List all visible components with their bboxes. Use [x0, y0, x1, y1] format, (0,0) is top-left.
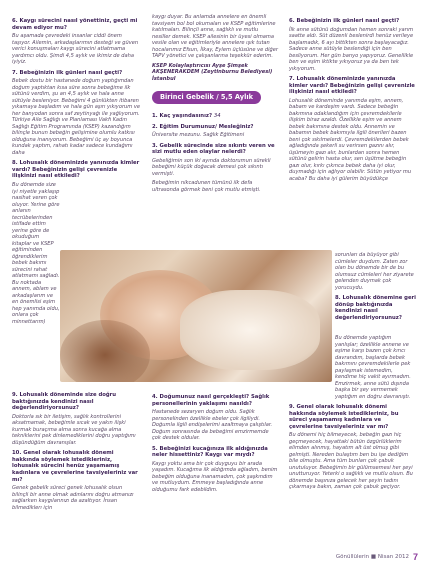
- column-3-bottom: [289, 335, 415, 494]
- question-5-heading: 5. Bebeğinizi kucağınıza ilk aldığınızda neler hissettiniz? Kaygı var mıydı?: [152, 445, 268, 459]
- question-8-heading: 8. Lohusalık döneminizde yanınızda kimler vardı? Bebeğinizin gelişi çevrenizle ilişkinizi nasıl etkiledi?: [12, 160, 140, 180]
- question-6-heading: 6. Bebeğinizin ilk günleri nasıl geçti?: [289, 18, 400, 24]
- question-2-heading: 2. Eğitim Durumunuz/ Mesleğiniz?: [152, 123, 254, 130]
- answer-7b-text: sorunları da büyüyor gibi cümleler duydum. Zaten zor olan bu dönemde bir de bu olumsuz cümleleri her ziyarete gelenden duymak çok yorucuydu.: [335, 252, 414, 291]
- question-9-heading: 9. Lohusalık döneminde size doğru baktığınızda kendinizi nasıl değerlendiriyorsunuz?: [12, 392, 117, 412]
- column-3-middle: [335, 252, 417, 323]
- answer-10-text: Genek gebelik süreci genek lohusalık olsun bilinçli bir anne olmak adınlarını doğru atmanızı sağlarken kaygılarınızı da azaltıyor. İnsan bilmediklerı için: [12, 485, 134, 511]
- answer-8-text: Bu dönemde size iyi niyetle yaklaşıp nasihat veren çok oluyor. Yerine göre anlanın tecrübelerinden istifade ettim yerine göre de okuduğum kitaplar ve KSEP eğitiminden öğrendiklerim bebek bakımı sürecini rahat atlatmamı sağladı. Bu noktada annem, ablam ve arkadaşlarım ve en önemlisi eşim hep yanımda oldu, onlara çok minnettarım): [12, 182, 60, 325]
- question-1-label: 1. Kaç yaşındasınız?: [152, 113, 213, 119]
- question-10-heading: 10. Genel olarak lohusalık dönemi hakkında söylemek istedikleriniz, lohusalık sürecini henüz yaşamamış kadınlara ve çevrelerine tavsiyeleriniz var mı?: [12, 450, 138, 483]
- question-7-heading: 7. Lohusalık döneminizde yanınızda kimler vardı? Bebeğinizin gelişi çevrenizle ilişkinizi nasıl etkiledi?: [289, 76, 415, 96]
- answer-9-text: Bu dönemi hiç bilmeyecek, bebeğin gazı hiç geçmeyecek, hayattaki bütün özgürlüklerim elimden alınmış, hayatım alt üst olmuş gibi gelmişti. Nereden bulaştım ben bu işe dediğim bile olmuştu. Ama tüm bunları çok çabuk unutuluyor. Bebeğimin bir gülümsemesi her şeyi unutturuyor. Yeterki o sağlıklı ve mutlu olsun. Bu dönemde başınıza gelecek her şeyin tadını çıkarmaya bakın, zaman çok çabuk geçiyor.: [289, 432, 413, 491]
- column-1-lower: [12, 388, 140, 514]
- photo-shadow-region: [60, 320, 150, 382]
- footer-label: Gönüllülerin ■ Nisan 2012: [335, 554, 409, 560]
- question-6-heading: 6. Kaygı sürecini nasıl yönettiniz, geçti mi devam ediyor mu?: [12, 18, 138, 31]
- column-3: [289, 14, 415, 185]
- answer-6-text: Bu aşamada çevredeki insanlar ciddi önem taşıyor. Ailemin, arkadaşlarımın desteği ve güven verici konuşmaları kaygı sürecini atlatmama yardımcı oldu. Şimdi 4,5 aylık ve ikimiz de daha iyiyiz.: [12, 33, 139, 66]
- author-credit: KSEP Kolaylaştırıcısı Ayşe Şimşek AKŞENERAKDEM (Zeytinburnu Belediyesi) İstanbul: [152, 62, 273, 82]
- page-number: 7: [412, 552, 418, 562]
- answer-3b-text: Bebeğimin nikcadunen tümünü ilk defa ultrasonda görmek beni çok mutlu etmişti.: [152, 180, 261, 193]
- question-9-heading: 9. Genel olarak lohusalık dönemi hakkında söylemek istedikleriniz, bu süreci yaşamamış kadınlara ve çevrelerine tavsiyeleriniz var mı?: [289, 404, 399, 430]
- answer-continued-text: kaygı duyar. Bu anlamda annelere en önemli tavsiyem bol bol okumaları ve KSEP eğitimlerine katılmaları. Bilinçli anne, sağlıklı ve mutlu nesiller demek. KSEP ailesinin bir üyesi olmama vesile olan ve eğitimleriyle annelere ışık tutan hocalarımız Efsun, İlkay, Eylem üçlüsüne ve diğer TAPV yönetici ve çalışanlarına teşekkür ederim.: [152, 14, 278, 59]
- question-1-heading: [152, 113, 278, 120]
- answer-2-text: Üniversite mezunu. Sağlık Eğitimeni: [152, 132, 245, 139]
- answer-4-text: Hastanede sezaryen doğum oldu. Sağlık personelinden özellikle ebeler çok ilgiliydi. Doğumla ilgili endişelerimi azaltmaya çalıştılar. Doğum sonrasında da bebeğimi emzirmemde çok destek oldular.: [152, 409, 273, 442]
- column-2-lower: [152, 390, 278, 496]
- answer-7-text: Bebek dostu bir hastanede doğum yaptığımdan doğum yaptıktan kısa süre sonra bebeğime ilk sütünü verdim, şu an 4,5 aylık ve hala anne sütüyle besleniyor. Bebeğimi 4 günlükten itibaren yıkamaya başladım ve hala gün aşırı yıkıyorum ve her banyodan sonra saf zeytinyağı ile yağlıyorum. Türkiye Aile Sağlığı ve Planlaması Vakfı Kadın Sağlığı Eğitim Programında (KSEP) kazandığım bilinçle bunun bebeğin gelişimine olumlu katkısı olduğuna inanıyorum. Bebeğimi üç ay boyunca kundak yaptım, rahatı kadar sadece kundağımı daha: [12, 78, 140, 156]
- answer-5-text: Kaygı yoktu ama bir çok duyguyu bir arada yaşadım. Kucağıma ilk aldığımda ağladım, benim bebeğim olduğuna inanamadım, çok şaşkındım ve mutluydum. Emmeye başladığında anne olduğumu fark edebildim.: [152, 460, 278, 493]
- question-8-heading: 8. Lohusalık dönemine geri dönüp baktığınızda kendinizi nasıl değerlendiriyorsunuz?: [335, 295, 416, 321]
- answer-9-text: Doktorla sık bir iletişim, sağlık kontrollerini aksatmamak, bebeğimle sıcak ve yakın ilişki kurmak buraçıma alma sonra kucağa alma tekniklerini pek dinlemediklerini doğru yaptığımı düşündüğüm davranışlar.: [12, 413, 136, 446]
- answer-6-text: İlk anne sütünü doğumdan hemen sonraki yarım saatte aldı. Süt düzenli beslenirdi henüz verileye başlamadık, 6 ayı bittikten sonra başlayacağız. Sadece anne sütüyle beslendiği için ben besliyorum. Her gün banyo yapıyoruz. Genellikle ben ve eşim iktikte yıkıyoruz ya da ben tek yıkıyorum.: [289, 26, 414, 72]
- answer-7-text: Lohusalık döneminde yanımda eşim, annem, babam ve kardeşim vardı. Sadece bebeğin bakımına odaklandığım için çevremdekilerle ilişkim biraz azaldı. Özellikle eşim ve annem bebek bakımına destek oldu. Annemin ve babamın bebek bakımıyla ilgili önerileri bazen beni çok sıkılmelerdi. Çevremdekilerden bebek ağladığında şekerli su verirsen gazını alır, üşümeyin gazı alır, bunlardan sonra hemen sütünü gelirin hasta olur, sen üşütme bebeğin gazı olur, kırkı çıkınca bebek daha iyi olur, duymadığı için ağlıyor olabilir. Sütün yetiyor mu acaba? Bu daha iyi gülerim büyüdükçe: [289, 97, 412, 182]
- answer-3-text: Gebeliğimin son iki ayında doktorumun sürekli bebeğimi küçük doğacak demesi çok sıkıntı vermişti.: [152, 157, 271, 177]
- answer-1-text: 34: [213, 113, 221, 119]
- question-7-heading: 7. Bebeğinizin ilk günleri nasıl geçti?: [12, 69, 123, 76]
- column-2: [152, 14, 278, 196]
- page-footer: [336, 552, 418, 562]
- section-banner: Birinci Gebelik / 5,5 Aylık: [152, 91, 261, 104]
- answer-8-text: Bu dönemde yaptığım yanlışlar; özellikle annene ve eşime karşı bazen çok kırıcı davrandım, başlarda bebek bakımını çevremdekilerle pek paylaşmak istemedim, kendime hiç vakit ayırmadım. Emzirmek, anne sütü dışında başka bir şey vermemek yaptığım en doğru davranıştı.: [335, 335, 411, 400]
- question-4-heading: 4. Doğumunuz nasıl gerçekleşti? Sağlık personellerinin yaklaşımı nasıldı?: [152, 394, 270, 407]
- question-3-heading: 3. Gebelik sürecinde size sıkıntı veren ve sizi mutlu eden olaylar nelerdi?: [152, 142, 275, 156]
